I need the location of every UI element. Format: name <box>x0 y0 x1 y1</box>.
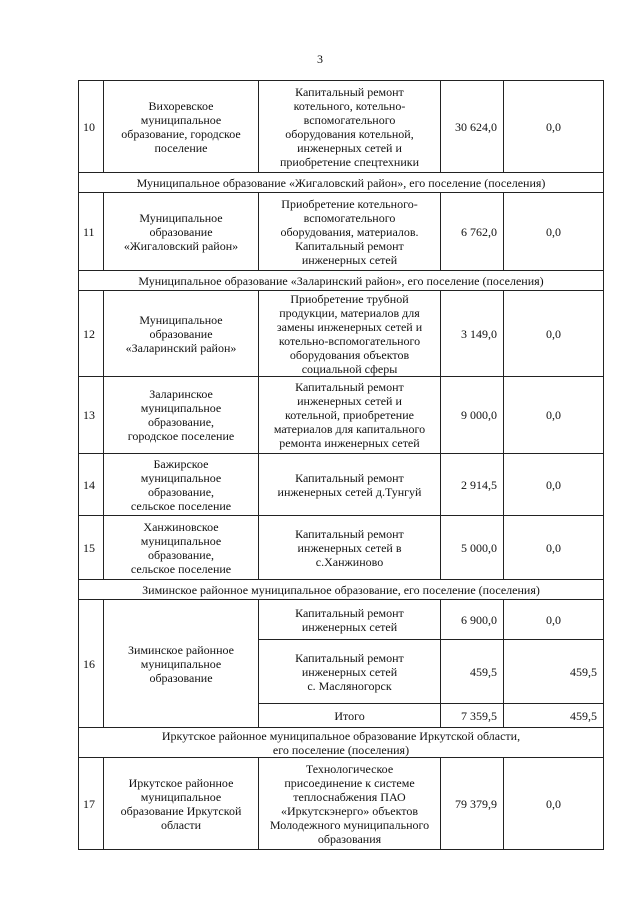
table-row <box>79 81 604 173</box>
municipality-name: Зиминское районное муниципальное образование <box>104 600 259 728</box>
row-number: 11 <box>79 193 104 271</box>
project-description: Капитальный ремонт инженерных сетей в с.Ханжиново <box>259 516 441 580</box>
secondary-value: 0,0 <box>504 291 604 377</box>
section-title: Муниципальное образование «Заларинский район», его поселение (поселения) <box>79 271 604 291</box>
funding-table <box>78 80 604 850</box>
secondary-value: 459,5 <box>504 640 604 704</box>
section-title: Иркутское районное муниципальное образование Иркутской области, его поселение (поселения) <box>79 728 604 758</box>
amount-value: 7 359,5 <box>441 704 504 728</box>
section-title: Зиминское районное муниципальное образование, его поселение (поселения) <box>79 580 604 600</box>
row-number: 15 <box>79 516 104 580</box>
section-header-row <box>79 580 604 600</box>
row-number: 10 <box>79 81 104 173</box>
table-row <box>79 377 604 454</box>
project-description: Капитальный ремонт инженерных сетей д.Тунгуй <box>259 454 441 516</box>
page-number: 3 <box>317 52 323 66</box>
project-description: Капитальный ремонт инженерных сетей с. Масляногорск <box>259 640 441 704</box>
amount-value: 3 149,0 <box>441 291 504 377</box>
section-header-row <box>79 173 604 193</box>
total-label: Итого <box>259 704 441 728</box>
table-row <box>79 600 604 640</box>
amount-value: 459,5 <box>441 640 504 704</box>
amount-value: 5 000,0 <box>441 516 504 580</box>
amount-value: 9 000,0 <box>441 377 504 454</box>
section-header-row <box>79 271 604 291</box>
secondary-value: 459,5 <box>504 704 604 728</box>
municipality-name: Бажирское муниципальное образование, сельское поселение <box>104 454 259 516</box>
project-description: Капитальный ремонт котельного, котельно- вспомогательного оборудования котельной, инженерных сетей и приобретение спецтехники <box>259 81 441 173</box>
secondary-value: 0,0 <box>504 516 604 580</box>
amount-value: 2 914,5 <box>441 454 504 516</box>
table-row <box>79 454 604 516</box>
project-description: Капитальный ремонт инженерных сетей <box>259 600 441 640</box>
table-row <box>79 758 604 850</box>
secondary-value: 0,0 <box>504 81 604 173</box>
amount-value: 6 762,0 <box>441 193 504 271</box>
municipality-name: Муниципальное образование «Заларинский район» <box>104 291 259 377</box>
municipality-name: Иркутское районное муниципальное образование Иркутской области <box>104 758 259 850</box>
row-number: 12 <box>79 291 104 377</box>
secondary-value: 0,0 <box>504 377 604 454</box>
table-row <box>79 516 604 580</box>
row-number: 13 <box>79 377 104 454</box>
municipality-name: Ханжиновское муниципальное образование, сельское поселение <box>104 516 259 580</box>
amount-value: 79 379,9 <box>441 758 504 850</box>
municipality-name: Заларинское муниципальное образование, городское поселение <box>104 377 259 454</box>
amount-value: 6 900,0 <box>441 600 504 640</box>
section-header-row <box>79 728 604 758</box>
project-description: Капитальный ремонт инженерных сетей и котельной, приобретение материалов для капитального ремонта инженерных сетей <box>259 377 441 454</box>
project-description: Приобретение трубной продукции, материалов для замены инженерных сетей и котельно-вспомогательного оборудования объектов социальной сферы <box>259 291 441 377</box>
project-description: Приобретение котельного- вспомогательного оборудования, материалов. Капитальный ремонт инженерных сетей <box>259 193 441 271</box>
secondary-value: 0,0 <box>504 193 604 271</box>
municipality-name: Вихоревское муниципальное образование, городское поселение <box>104 81 259 173</box>
secondary-value: 0,0 <box>504 454 604 516</box>
secondary-value: 0,0 <box>504 600 604 640</box>
secondary-value: 0,0 <box>504 758 604 850</box>
row-number: 16 <box>79 600 104 728</box>
project-description: Технологическое присоединение к системе теплоснабжения ПАО «Иркутскэнерго» объектов Молодежного муниципального образования <box>259 758 441 850</box>
section-title: Муниципальное образование «Жигаловский район», его поселение (поселения) <box>79 173 604 193</box>
table-row <box>79 193 604 271</box>
row-number: 17 <box>79 758 104 850</box>
row-number: 14 <box>79 454 104 516</box>
municipality-name: Муниципальное образование «Жигаловский район» <box>104 193 259 271</box>
amount-value: 30 624,0 <box>441 81 504 173</box>
table-row <box>79 291 604 377</box>
